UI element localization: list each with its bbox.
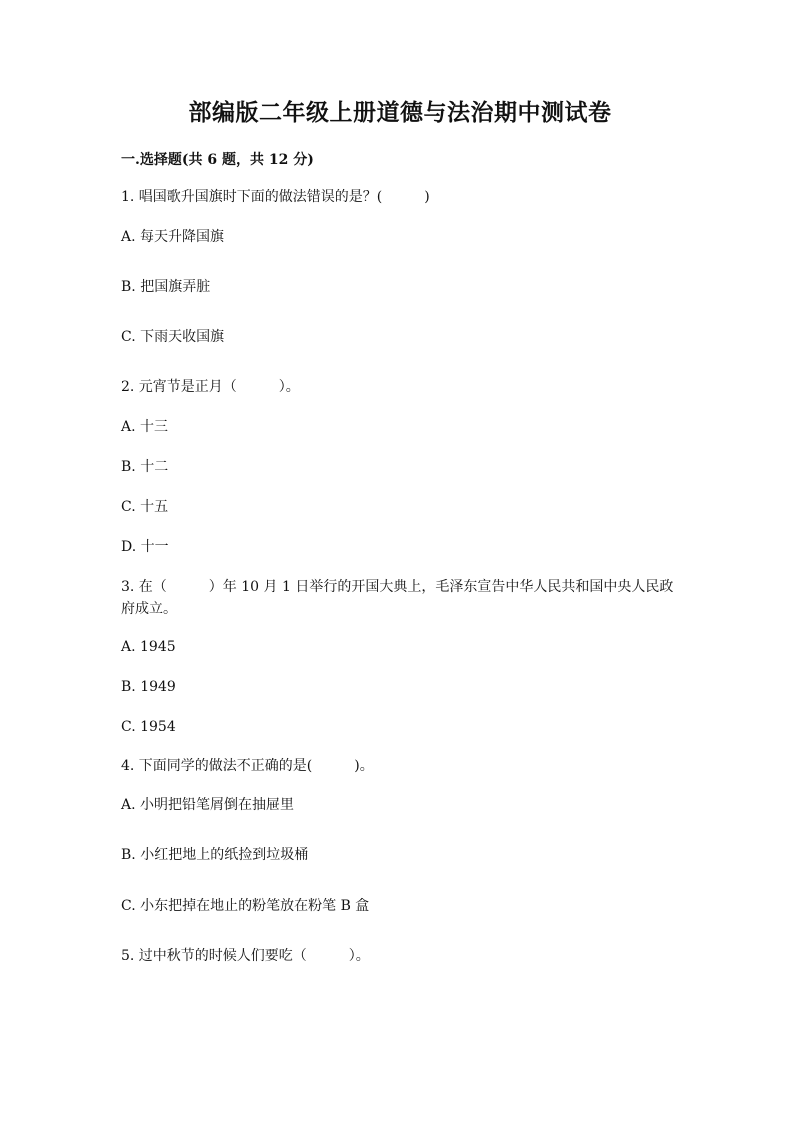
question-4-option-c: C. 小东把掉在地止的粉笔放在粉笔 B 盒 xyxy=(121,898,370,914)
question-5-stem: 5. 过中秋节的时候人们要吃（ ）。 xyxy=(121,948,370,964)
question-2-option-d: D. 十一 xyxy=(121,539,169,555)
question-4-option-a: A. 小明把铅笔屑倒在抽屉里 xyxy=(121,797,295,813)
question-4-option-b: B. 小红把地上的纸捡到垃圾桶 xyxy=(121,847,309,863)
question-1-option-b: B. 把国旗弄脏 xyxy=(121,279,211,295)
question-2-stem: 2. 元宵节是正月（ ）。 xyxy=(121,379,300,395)
question-2-option-a: A. 十三 xyxy=(121,419,169,435)
question-3-option-a: A. 1945 xyxy=(121,639,176,655)
question-1-stem: 1. 唱国歌升国旗时下面的做法错误的是？( ) xyxy=(121,189,430,205)
page-title: 部编版二年级上册道德与法治期中测试卷 xyxy=(188,99,612,126)
question-1-option-c: C. 下雨天收国旗 xyxy=(121,329,225,345)
question-4-stem: 4. 下面同学的做法不正确的是( )。 xyxy=(121,758,374,774)
question-2-option-c: C. 十五 xyxy=(121,499,169,515)
question-3-stem: 3. 在（ ）年 10 月 1 日举行的开国大典上，毛泽东宣告中华人民共和国中央人民政府成立。 xyxy=(121,579,674,617)
question-3-option-b: B. 1949 xyxy=(121,679,176,695)
question-3-option-c: C. 1954 xyxy=(121,719,176,735)
question-1-option-a: A. 每天升降国旗 xyxy=(121,229,225,245)
question-2-option-b: B. 十二 xyxy=(121,459,169,475)
section-heading: 一.选择题(共 6 题，共 12 分) xyxy=(121,152,314,168)
